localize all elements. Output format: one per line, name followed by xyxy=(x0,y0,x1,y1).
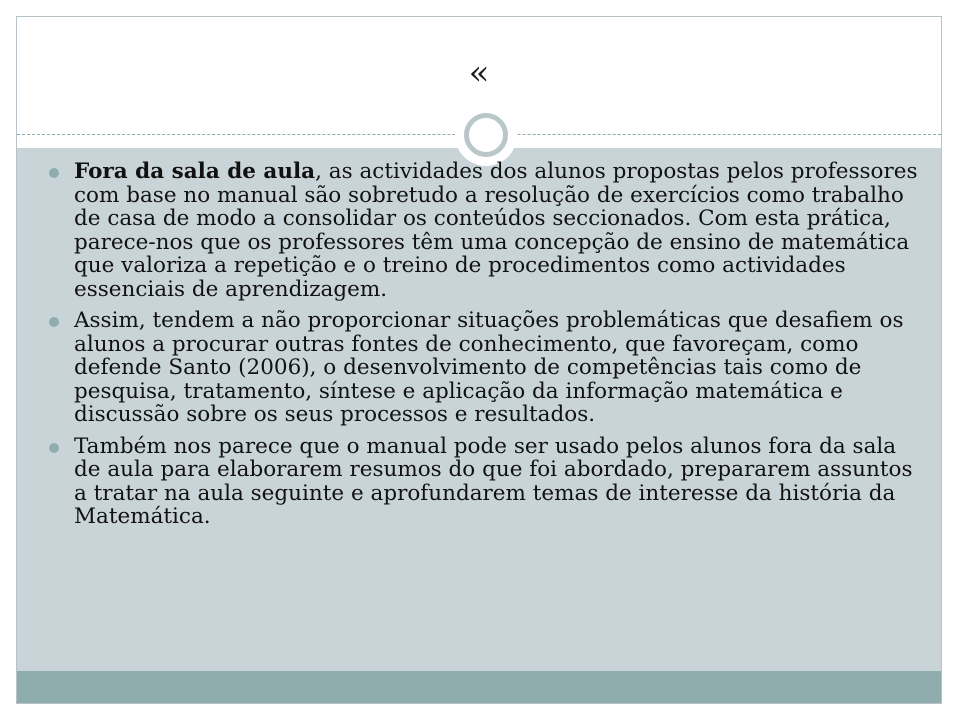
bullet-text: , as actividades dos alunos propostas pelos professores com base no manual são sobretudo a resolução de exercícios como trabalho de casa de modo a consolidar os conteúdos seccionados. Com esta prática, parece-nos que os professores têm uma concepção de ensino de matemática que valoriza a repetição e o treino de procedimentos como actividades essenciais de aprendizagem. xyxy=(74,159,918,302)
slide-title: « xyxy=(468,53,490,93)
bullet-text: Também nos parece que o manual pode ser usado pelos alunos fora da sala de aula para elaborarem resumos do que foi abordado, prepararem assuntos a tratar na aula seguinte e aprofundarem temas de interesse da história da Matemática. xyxy=(74,433,913,529)
circle-ring-icon xyxy=(464,113,508,157)
bullet-item xyxy=(39,160,929,301)
bullet-list xyxy=(39,160,929,537)
bullet-text: Assim, tendem a não proporcionar situações problemáticas que desafiem os alunos a procurar outras fontes de conhecimento, que favoreçam, como defende Santo (2006), o desenvolvimento de competências tais como de pesquisa, tratamento, síntese e aplicação da informação matemática e discussão sobre os seus processos e resultados. xyxy=(74,308,904,427)
bullet-dot-icon xyxy=(49,168,59,178)
bullet-item xyxy=(39,435,929,529)
footer-band xyxy=(17,671,941,704)
bullet-item xyxy=(39,309,929,427)
slide-frame xyxy=(16,16,942,704)
bullet-dot-icon xyxy=(49,443,59,453)
bullet-dot-icon xyxy=(49,317,59,327)
bullet-emphasis: Fora da sala de aula xyxy=(74,159,316,184)
